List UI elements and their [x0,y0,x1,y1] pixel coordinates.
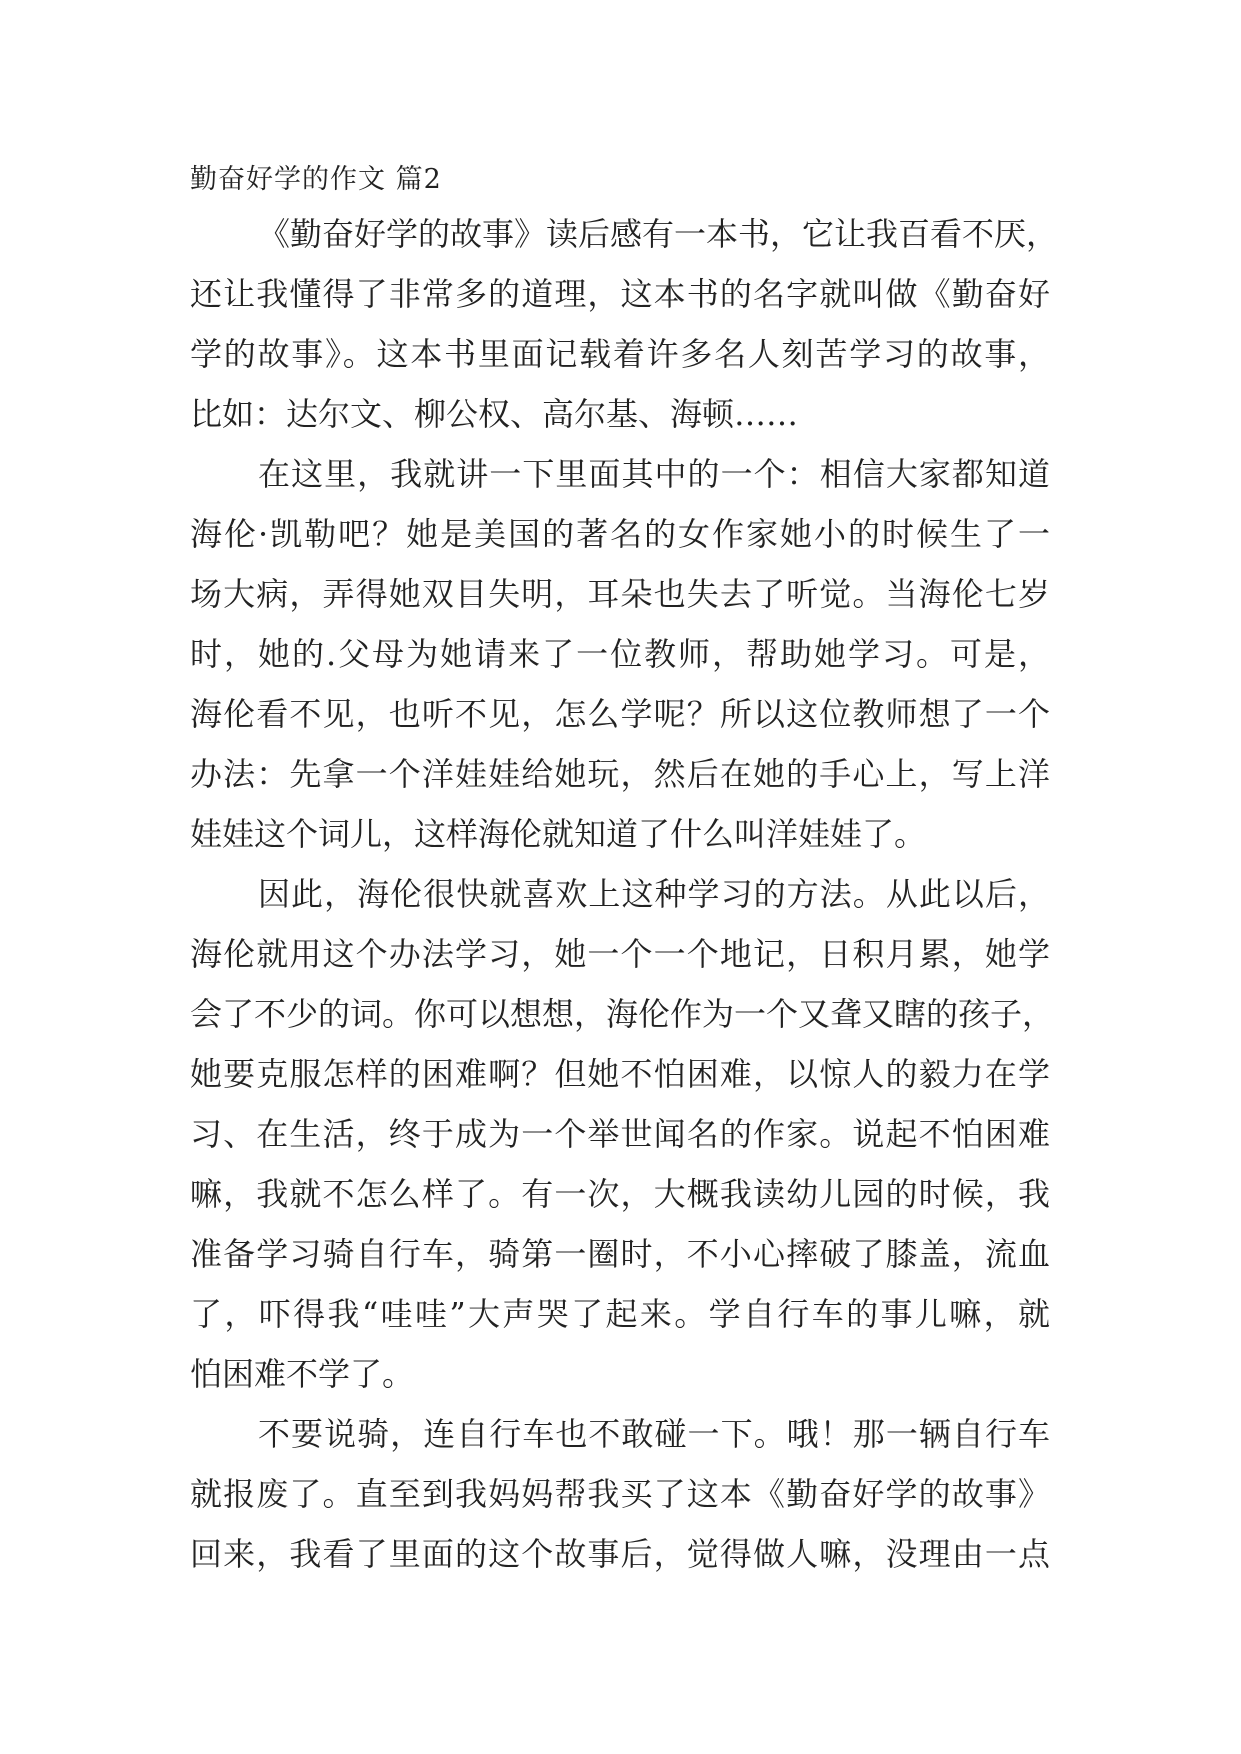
paragraph-3 [190,864,1055,1404]
document-title: 勤奋好学的作文 篇2 [190,164,442,195]
text-line: 比如：达尔文、柳公权、高尔基、海顿…… [190,395,799,433]
paragraph-1 [190,204,1059,444]
text-line: 时，她的.父母为她请来了一位教师，帮助她学习。可是， [190,635,1050,673]
text-line: 在这里，我就讲一下里面其中的一个：相信大家都知道 [258,455,1050,493]
text-line: 海伦看不见，也听不见，怎么学呢？所以这位教师想了一个 [190,695,1050,733]
text-line: 嘛，我就不怎么样了。有一次，大概我读幼儿园的时候，我 [190,1175,1050,1213]
text-line: 办法：先拿一个洋娃娃给她玩，然后在她的手心上，写上洋 [190,755,1050,793]
text-line: 回来，我看了里面的这个故事后，觉得做人嘛，没理由一点 [190,1535,1050,1573]
text-line: 因此，海伦很快就喜欢上这种学习的方法。从此以后， [258,875,1050,913]
text-line: 学的故事》。这本书里面记载着许多名人刻苦学习的故事， [190,335,1050,373]
text-line: 了，吓得我“哇哇”大声哭了起来。学自行车的事儿嘛，就 [190,1295,1050,1333]
text-line: 准备学习骑自行车，骑第一圈时，不小心摔破了膝盖，流血 [190,1235,1050,1273]
text-line: 不要说骑，连自行车也不敢碰一下。哦！那一辆自行车 [258,1415,1050,1453]
text-line: 海伦就用这个办法学习，她一个一个地记，日积月累，她学 [190,935,1050,973]
text-line: 怕困难不学了。 [190,1355,415,1393]
text-line: 海伦·凯勒吧？她是美国的著名的女作家她小的时候生了一 [190,515,1050,553]
text-line: 娃娃这个词儿，这样海伦就知道了什么叫洋娃娃了。 [190,815,927,853]
text-line: 《勤奋好学的故事》读后感有一本书，它让我百看不厌， [258,215,1059,253]
text-line: 还让我懂得了非常多的道理，这本书的名字就叫做《勤奋好 [190,275,1050,313]
text-line: 就报废了。直至到我妈妈帮我买了这本《勤奋好学的故事》 [190,1475,1050,1513]
text-line: 会了不少的词。你可以想想，海伦作为一个又聋又瞎的孩子， [190,995,1055,1033]
paragraph-2 [190,444,1050,864]
text-line: 她要克服怎样的困难啊？但她不怕困难，以惊人的毅力在学 [190,1055,1050,1093]
text-line: 习、在生活，终于成为一个举世闻名的作家。说起不怕困难 [190,1115,1050,1153]
paragraph-4 [190,1404,1050,1584]
text-line: 场大病，弄得她双目失明，耳朵也失去了听觉。当海伦七岁 [190,575,1050,613]
